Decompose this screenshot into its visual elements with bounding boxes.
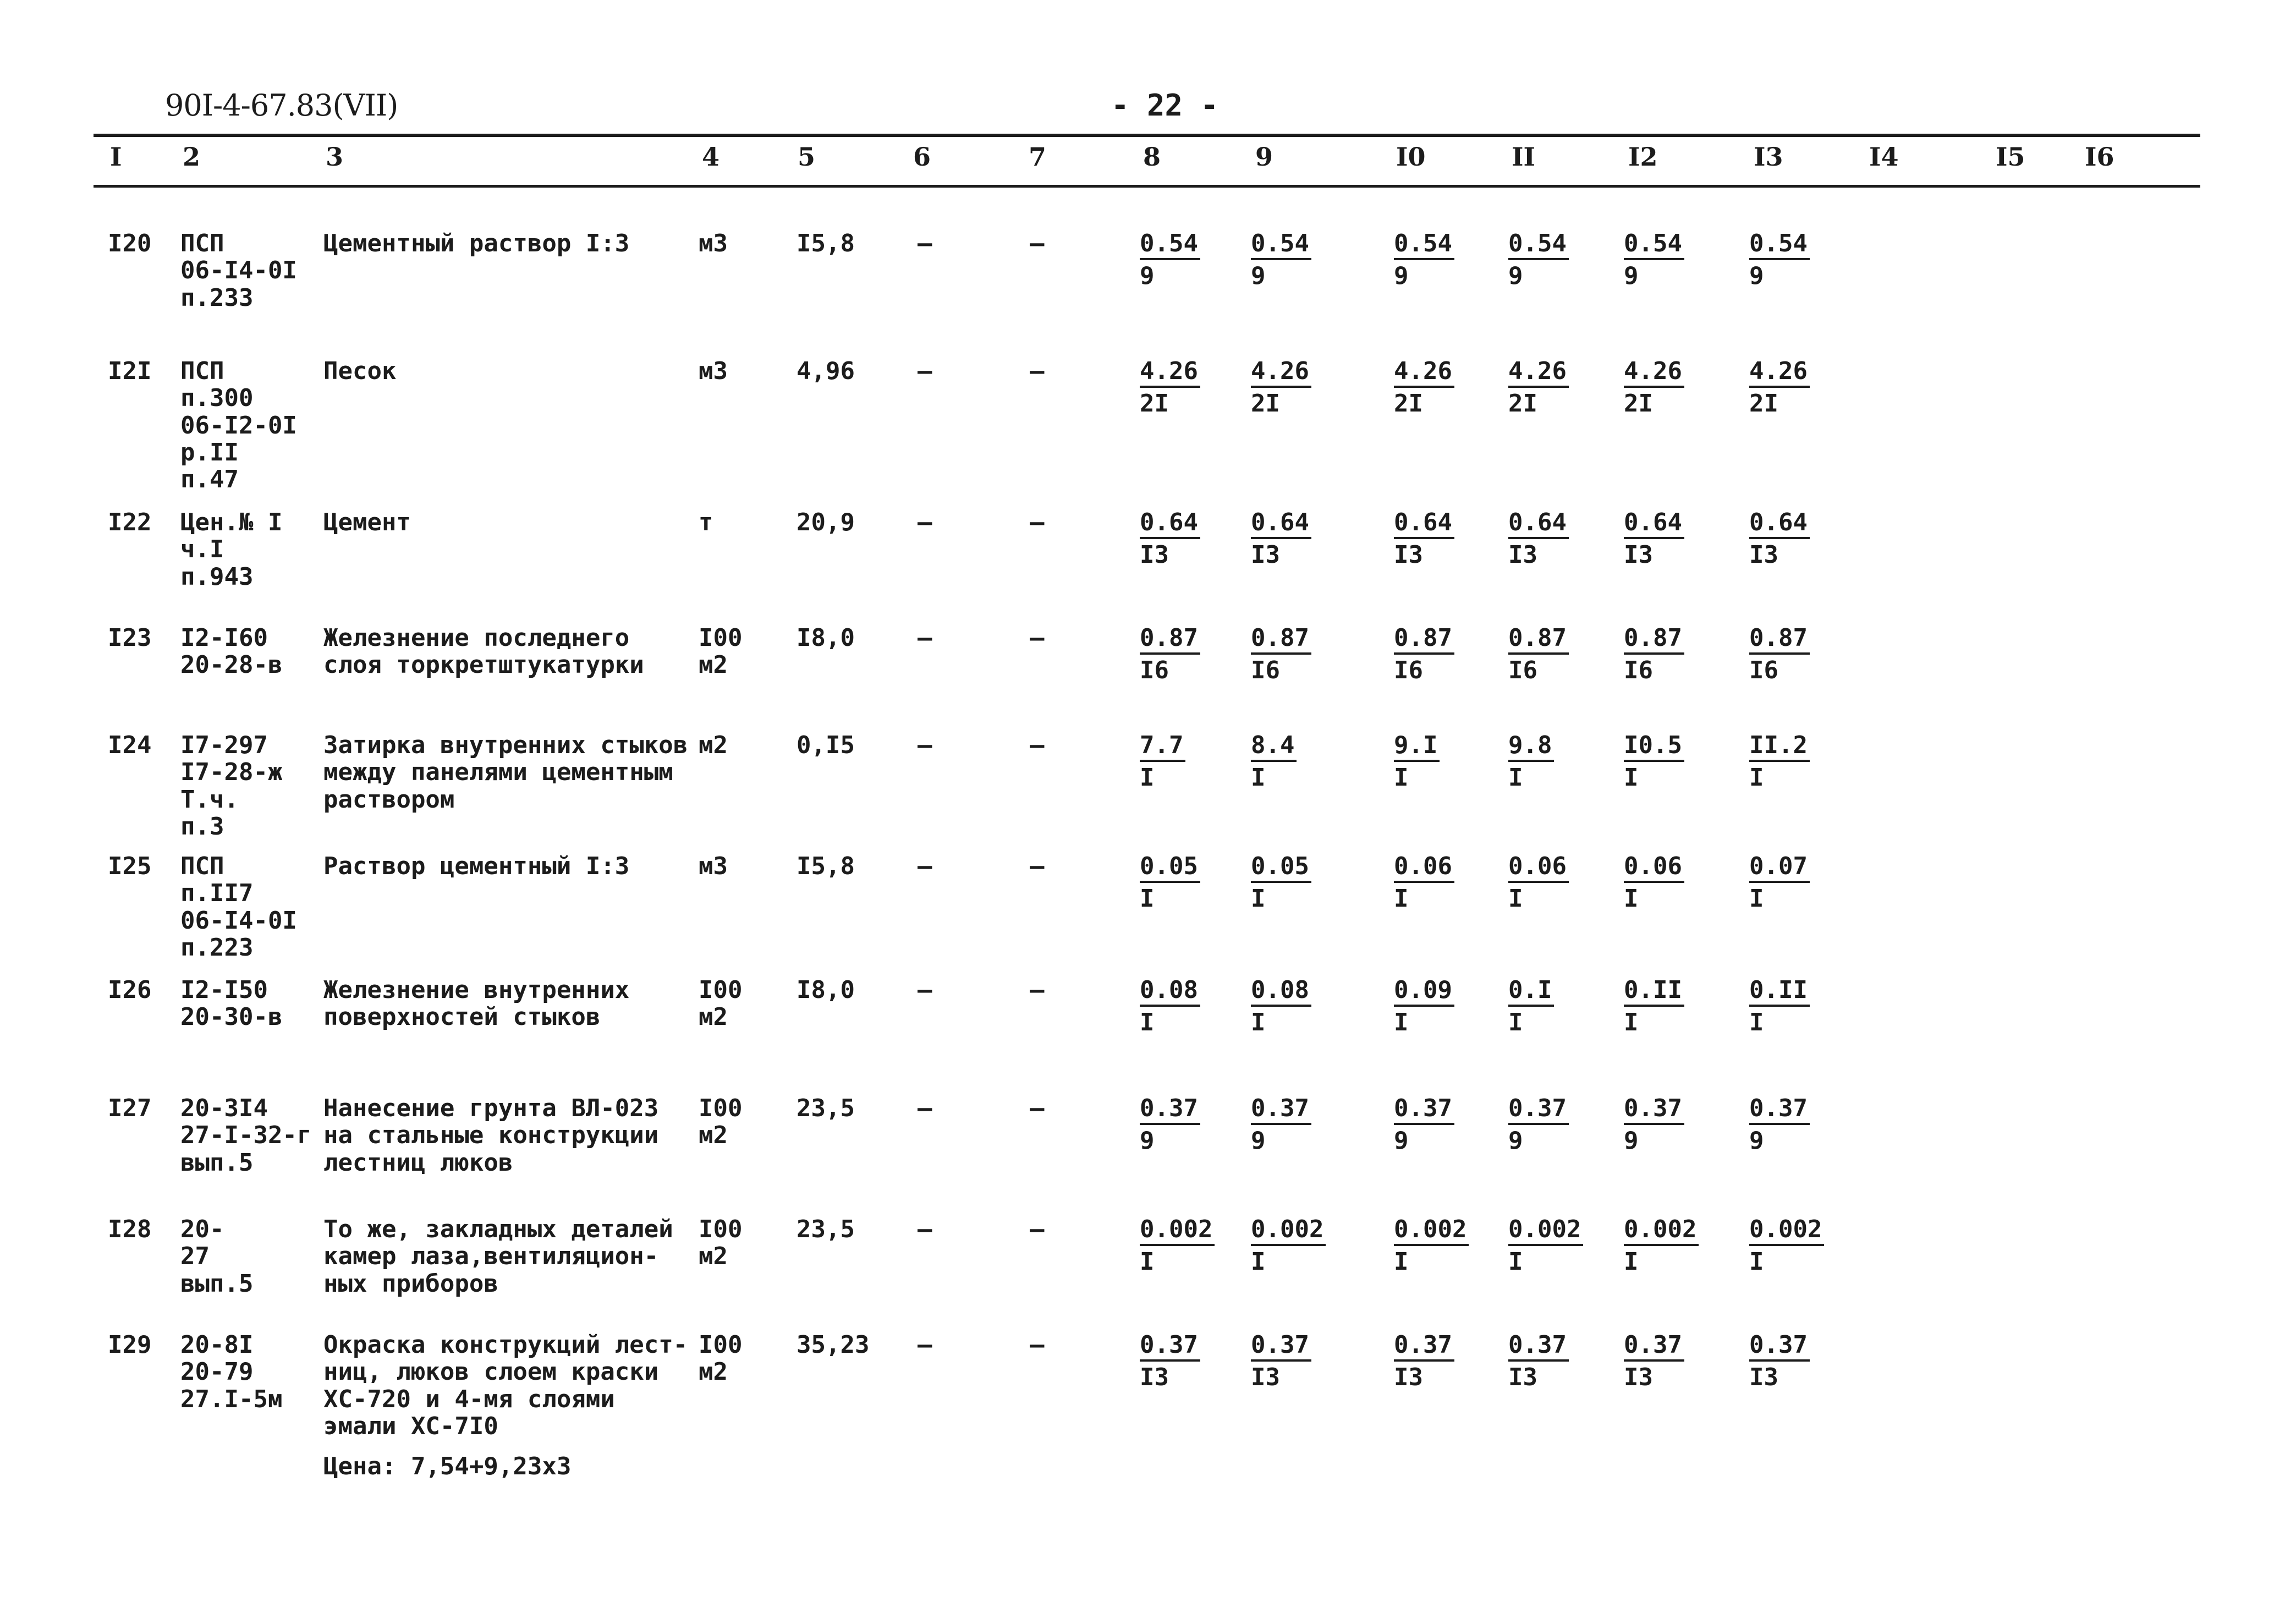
- value-numerator: 0.002: [1749, 1216, 1824, 1246]
- value-numerator: 0.37: [1140, 1095, 1200, 1125]
- column-header-10: I0: [1396, 142, 1426, 172]
- column-header-7: 7: [1029, 142, 1047, 172]
- value-denominator: I: [1508, 1247, 1523, 1276]
- column-header-8: 8: [1143, 142, 1161, 172]
- value-numerator: 4.26: [1624, 358, 1684, 388]
- row-value-col12: [1624, 358, 1684, 418]
- row-number: I28: [108, 1215, 152, 1243]
- row-value-col12: [1624, 509, 1684, 569]
- row-number: I26: [108, 976, 152, 1004]
- row-value-col11: [1508, 1331, 1569, 1391]
- row-col7: –: [1030, 976, 1045, 1004]
- value-numerator: 0.002: [1508, 1216, 1583, 1246]
- row-value-col11: [1508, 732, 1554, 792]
- row-col6: –: [918, 976, 932, 1004]
- value-numerator: 0.37: [1251, 1095, 1311, 1125]
- value-denominator: 2I: [1624, 389, 1653, 418]
- value-denominator: I: [1508, 1008, 1523, 1036]
- row-unit-cost: 23,5: [797, 1094, 855, 1122]
- row-value-col10: [1394, 1331, 1454, 1391]
- row-value-col10: [1394, 853, 1454, 913]
- row-number: I24: [108, 731, 152, 759]
- value-numerator: 0.37: [1140, 1331, 1200, 1362]
- row-reference: ПСП 06-I4-0I п.233: [180, 229, 297, 312]
- row-value-col11: [1508, 853, 1569, 913]
- row-value-col8: [1140, 230, 1200, 290]
- value-numerator: 0.37: [1394, 1331, 1454, 1362]
- row-number: I27: [108, 1094, 152, 1122]
- value-numerator: 0.37: [1394, 1095, 1454, 1125]
- value-numerator: 0.64: [1394, 509, 1454, 539]
- row-col6: –: [918, 1331, 932, 1359]
- row-item-name: Цемент: [323, 508, 411, 536]
- value-denominator: I: [1624, 884, 1639, 913]
- column-header-1: I: [110, 142, 122, 172]
- value-numerator: 0.002: [1140, 1216, 1215, 1246]
- value-denominator: I3: [1624, 540, 1653, 569]
- value-numerator: 0.05: [1140, 853, 1200, 883]
- row-reference: I2-I60 20-28-в: [180, 624, 283, 679]
- value-numerator: 0.54: [1749, 230, 1810, 260]
- value-numerator: 0.06: [1624, 853, 1684, 883]
- value-denominator: I: [1749, 1247, 1764, 1276]
- value-denominator: I: [1394, 884, 1409, 913]
- value-denominator: I6: [1624, 656, 1653, 684]
- value-denominator: I: [1749, 1008, 1764, 1036]
- value-numerator: 0.37: [1624, 1095, 1684, 1125]
- value-numerator: 7.7: [1140, 732, 1185, 762]
- row-col7: –: [1030, 357, 1045, 385]
- row-col7: –: [1030, 1094, 1045, 1122]
- row-reference: I2-I50 20-30-в: [180, 976, 283, 1032]
- row-col6: –: [918, 852, 932, 880]
- value-numerator: 0.54: [1251, 230, 1311, 260]
- row-value-col11: [1508, 230, 1569, 290]
- row-item-name: Железнение внутренних поверхностей стыков: [323, 976, 630, 1032]
- column-header-5: 5: [798, 142, 816, 172]
- row-value-col12: [1624, 1216, 1699, 1276]
- row-col7: –: [1030, 624, 1045, 652]
- row-value-col9: [1251, 358, 1311, 418]
- column-header-11: II: [1512, 142, 1536, 172]
- value-numerator: 0.37: [1508, 1095, 1569, 1125]
- value-numerator: 0.87: [1394, 624, 1454, 655]
- row-reference: 20-3I4 27-I-32-г вып.5: [180, 1094, 312, 1177]
- value-numerator: 0.37: [1508, 1331, 1569, 1362]
- row-value-col13: [1749, 1331, 1810, 1391]
- value-denominator: I: [1508, 884, 1523, 913]
- value-denominator: I3: [1394, 1363, 1423, 1391]
- row-value-col9: [1251, 1331, 1311, 1391]
- value-denominator: 2I: [1394, 389, 1423, 418]
- row-item-name: Окраска конструкций лест- ниц, люков слоем краски ХС-720 и 4-мя слоями эмали ХС-7I0: [323, 1331, 688, 1440]
- row-col6: –: [918, 624, 932, 652]
- value-denominator: I3: [1251, 540, 1280, 569]
- value-numerator: 0.06: [1394, 853, 1454, 883]
- value-denominator: I6: [1251, 656, 1280, 684]
- value-numerator: 0.64: [1624, 509, 1684, 539]
- column-header-13: I3: [1754, 142, 1783, 172]
- column-header-rule: [94, 185, 2200, 188]
- row-value-col12: [1624, 1331, 1684, 1391]
- column-header-6: 6: [913, 142, 931, 172]
- value-numerator: 0.54: [1508, 230, 1569, 260]
- value-denominator: 9: [1140, 1126, 1155, 1155]
- row-unit-cost: I8,0: [797, 976, 855, 1004]
- value-numerator: 0.37: [1749, 1095, 1810, 1125]
- value-denominator: I3: [1508, 1363, 1537, 1391]
- value-numerator: 0.08: [1140, 976, 1200, 1007]
- row-item-name: Раствор цементный I:3: [323, 852, 630, 880]
- row-value-col8: [1140, 976, 1200, 1036]
- row-number: I29: [108, 1331, 152, 1359]
- value-numerator: 0.002: [1624, 1216, 1699, 1246]
- row-unit-cost: I8,0: [797, 624, 855, 652]
- row-unit: м2: [699, 731, 728, 759]
- value-numerator: 0.37: [1749, 1331, 1810, 1362]
- value-denominator: 2I: [1508, 389, 1537, 418]
- row-value-col10: [1394, 732, 1440, 792]
- value-numerator: 4.26: [1394, 358, 1454, 388]
- row-value-col10: [1394, 976, 1454, 1036]
- row-unit-cost: I5,8: [797, 852, 855, 880]
- row-unit: I00 м2: [699, 976, 743, 1032]
- value-denominator: I: [1140, 1247, 1155, 1276]
- row-value-col13: [1749, 976, 1810, 1036]
- value-numerator: 4.26: [1140, 358, 1200, 388]
- value-denominator: I: [1624, 1008, 1639, 1036]
- column-header-15: I5: [1996, 142, 2025, 172]
- row-value-col8: [1140, 732, 1185, 792]
- value-numerator: 0.09: [1394, 976, 1454, 1007]
- row-unit: м3: [699, 357, 728, 385]
- row-value-col10: [1394, 509, 1454, 569]
- value-denominator: I: [1140, 1008, 1155, 1036]
- value-denominator: I3: [1394, 540, 1423, 569]
- row-col6: –: [918, 229, 932, 257]
- value-denominator: I6: [1140, 656, 1169, 684]
- row-value-col12: [1624, 1095, 1684, 1155]
- row-unit-cost: 0,I5: [797, 731, 855, 759]
- row-item-name: Железнение последнего слоя торкретштукатурки: [323, 624, 644, 679]
- row-unit: I00 м2: [699, 1215, 743, 1271]
- row-item-name: То же, закладных деталей камер лаза,вентиляцион- ных приборов: [323, 1215, 673, 1298]
- value-denominator: I: [1140, 763, 1155, 792]
- value-denominator: I3: [1508, 540, 1537, 569]
- row-col6: –: [918, 1094, 932, 1122]
- row-value-col8: [1140, 624, 1200, 684]
- value-numerator: II.2: [1749, 732, 1810, 762]
- value-numerator: 0.II: [1749, 976, 1810, 1007]
- value-numerator: 8.4: [1251, 732, 1297, 762]
- value-numerator: 4.26: [1508, 358, 1569, 388]
- value-denominator: I3: [1749, 1363, 1778, 1391]
- value-denominator: 2I: [1140, 389, 1169, 418]
- row-item-name: Затирка внутренних стыков между панелями цементным раствором: [323, 731, 688, 814]
- row-value-col12: [1624, 732, 1684, 792]
- row-value-col10: [1394, 1216, 1469, 1276]
- value-denominator: I6: [1394, 656, 1423, 684]
- row-reference: ПСП п.II7 06-I4-0I п.223: [180, 852, 297, 962]
- value-numerator: 0.07: [1749, 853, 1810, 883]
- row-value-col9: [1251, 976, 1311, 1036]
- row-number: I20: [108, 229, 152, 257]
- price-note: Цена: 7,54+9,23х3: [323, 1452, 572, 1480]
- value-denominator: I: [1251, 1247, 1266, 1276]
- row-reference: ПСП п.300 06-I2-0I р.II п.47: [180, 357, 297, 494]
- row-value-col8: [1140, 358, 1200, 418]
- value-denominator: 9: [1140, 261, 1155, 290]
- value-denominator: I3: [1140, 540, 1169, 569]
- value-denominator: 9: [1749, 261, 1764, 290]
- value-denominator: I: [1749, 763, 1764, 792]
- value-denominator: 9: [1394, 1126, 1409, 1155]
- value-numerator: 0.54: [1624, 230, 1684, 260]
- value-numerator: 0.002: [1251, 1216, 1326, 1246]
- value-denominator: 9: [1251, 261, 1266, 290]
- row-value-col10: [1394, 1095, 1454, 1155]
- row-value-col12: [1624, 976, 1684, 1036]
- row-reference: 20-8I 20-79 27.I-5м: [180, 1331, 283, 1413]
- row-value-col11: [1508, 624, 1569, 684]
- row-unit: I00 м2: [699, 624, 743, 679]
- value-numerator: 0.64: [1251, 509, 1311, 539]
- row-unit-cost: 20,9: [797, 508, 855, 536]
- row-value-col8: [1140, 1331, 1200, 1391]
- value-denominator: I: [1394, 763, 1409, 792]
- row-unit: I00 м2: [699, 1094, 743, 1150]
- column-header-4: 4: [702, 142, 720, 172]
- row-value-col11: [1508, 509, 1569, 569]
- value-denominator: I: [1508, 763, 1523, 792]
- row-item-name: Нанесение грунта ВЛ-023 на стальные конструкции лестниц люков: [323, 1094, 659, 1177]
- row-value-col9: [1251, 732, 1297, 792]
- row-value-col13: [1749, 230, 1810, 290]
- row-col7: –: [1030, 1331, 1045, 1359]
- row-unit: I00 м2: [699, 1331, 743, 1386]
- row-reference: I7-297 I7-28-ж Т.ч. п.3: [180, 731, 283, 841]
- value-denominator: I6: [1508, 656, 1537, 684]
- row-number: I23: [108, 624, 152, 652]
- row-value-col9: [1251, 1216, 1326, 1276]
- value-denominator: I3: [1624, 1363, 1653, 1391]
- value-denominator: I: [1749, 884, 1764, 913]
- row-col6: –: [918, 1215, 932, 1243]
- value-numerator: 0.87: [1140, 624, 1200, 655]
- value-numerator: 4.26: [1749, 358, 1810, 388]
- column-header-2: 2: [183, 142, 201, 172]
- column-header-14: I4: [1869, 142, 1899, 172]
- value-numerator: 0.05: [1251, 853, 1311, 883]
- header-rule: [94, 134, 2200, 137]
- row-reference: Цен.№ I ч.I п.943: [180, 508, 283, 591]
- value-denominator: 9: [1394, 261, 1409, 290]
- row-value-col9: [1251, 853, 1311, 913]
- value-numerator: 0.06: [1508, 853, 1569, 883]
- row-value-col9: [1251, 624, 1311, 684]
- row-col7: –: [1030, 508, 1045, 536]
- value-numerator: 0.87: [1624, 624, 1684, 655]
- value-numerator: 0.87: [1749, 624, 1810, 655]
- value-denominator: I3: [1251, 1363, 1280, 1391]
- row-unit-cost: 23,5: [797, 1215, 855, 1243]
- column-header-3: 3: [326, 142, 344, 172]
- row-unit-cost: 35,23: [797, 1331, 870, 1359]
- row-number: I2I: [108, 357, 152, 385]
- value-numerator: 4.26: [1251, 358, 1311, 388]
- value-denominator: 9: [1508, 1126, 1523, 1155]
- value-numerator: 9.8: [1508, 732, 1554, 762]
- row-value-col9: [1251, 1095, 1311, 1155]
- row-value-col10: [1394, 230, 1454, 290]
- row-value-col11: [1508, 358, 1569, 418]
- value-denominator: 9: [1251, 1126, 1266, 1155]
- row-value-col13: [1749, 732, 1810, 792]
- row-value-col13: [1749, 1095, 1810, 1155]
- row-value-col11: [1508, 1216, 1583, 1276]
- value-numerator: I0.5: [1624, 732, 1684, 762]
- row-value-col9: [1251, 230, 1311, 290]
- row-number: I25: [108, 852, 152, 880]
- row-item-name: Цементный раствор I:3: [323, 229, 630, 257]
- row-unit-cost: I5,8: [797, 229, 855, 257]
- value-denominator: I3: [1749, 540, 1778, 569]
- value-numerator: 0.87: [1508, 624, 1569, 655]
- row-value-col8: [1140, 1216, 1215, 1276]
- value-numerator: 0.002: [1394, 1216, 1469, 1246]
- value-denominator: I: [1251, 1008, 1266, 1036]
- value-denominator: 2I: [1749, 389, 1778, 418]
- row-value-col11: [1508, 1095, 1569, 1155]
- row-unit: м3: [699, 229, 728, 257]
- value-numerator: 0.87: [1251, 624, 1311, 655]
- value-denominator: I3: [1140, 1363, 1169, 1391]
- row-value-col10: [1394, 358, 1454, 418]
- page-number: - 22 -: [1111, 88, 1219, 123]
- value-numerator: 0.08: [1251, 976, 1311, 1007]
- value-denominator: 9: [1749, 1126, 1764, 1155]
- value-denominator: 9: [1508, 261, 1523, 290]
- row-value-col9: [1251, 509, 1311, 569]
- row-unit: т: [699, 508, 713, 536]
- row-value-col13: [1749, 509, 1810, 569]
- row-value-col8: [1140, 509, 1200, 569]
- value-numerator: 0.54: [1140, 230, 1200, 260]
- column-header-9: 9: [1255, 142, 1273, 172]
- value-numerator: 9.I: [1394, 732, 1440, 762]
- column-header-12: I2: [1628, 142, 1658, 172]
- row-value-col13: [1749, 624, 1810, 684]
- row-col7: –: [1030, 852, 1045, 880]
- value-numerator: 0.64: [1140, 509, 1200, 539]
- value-denominator: I: [1624, 1247, 1639, 1276]
- row-value-col10: [1394, 624, 1454, 684]
- value-denominator: I: [1251, 884, 1266, 913]
- row-value-col8: [1140, 1095, 1200, 1155]
- value-numerator: 0.II: [1624, 976, 1684, 1007]
- row-col7: –: [1030, 1215, 1045, 1243]
- row-value-col12: [1624, 624, 1684, 684]
- value-denominator: I: [1251, 763, 1266, 792]
- value-denominator: I6: [1749, 656, 1778, 684]
- value-denominator: I: [1394, 1008, 1409, 1036]
- row-col6: –: [918, 731, 932, 759]
- value-denominator: I: [1140, 884, 1155, 913]
- row-item-name: Песок: [323, 357, 397, 385]
- value-denominator: 9: [1624, 1126, 1639, 1155]
- row-unit: м3: [699, 852, 728, 880]
- row-value-col13: [1749, 853, 1810, 913]
- value-numerator: 0.64: [1508, 509, 1569, 539]
- row-col6: –: [918, 508, 932, 536]
- row-value-col12: [1624, 230, 1684, 290]
- row-col7: –: [1030, 731, 1045, 759]
- value-denominator: 9: [1624, 261, 1639, 290]
- value-numerator: 0.54: [1394, 230, 1454, 260]
- row-number: I22: [108, 508, 152, 536]
- document-code: 90I-4-67.83(VII): [165, 88, 398, 123]
- value-numerator: 0.I: [1508, 976, 1554, 1007]
- row-value-col12: [1624, 853, 1684, 913]
- value-numerator: 0.64: [1749, 509, 1810, 539]
- row-value-col13: [1749, 1216, 1824, 1276]
- row-col7: –: [1030, 229, 1045, 257]
- row-unit-cost: 4,96: [797, 357, 855, 385]
- value-denominator: I: [1624, 763, 1639, 792]
- value-numerator: 0.37: [1624, 1331, 1684, 1362]
- row-value-col8: [1140, 853, 1200, 913]
- row-value-col13: [1749, 358, 1810, 418]
- value-denominator: I: [1394, 1247, 1409, 1276]
- row-value-col11: [1508, 976, 1554, 1036]
- row-reference: 20- 27 вып.5: [180, 1215, 254, 1298]
- row-col6: –: [918, 357, 932, 385]
- value-denominator: 2I: [1251, 389, 1280, 418]
- value-numerator: 0.37: [1251, 1331, 1311, 1362]
- column-header-16: I6: [2085, 142, 2114, 172]
